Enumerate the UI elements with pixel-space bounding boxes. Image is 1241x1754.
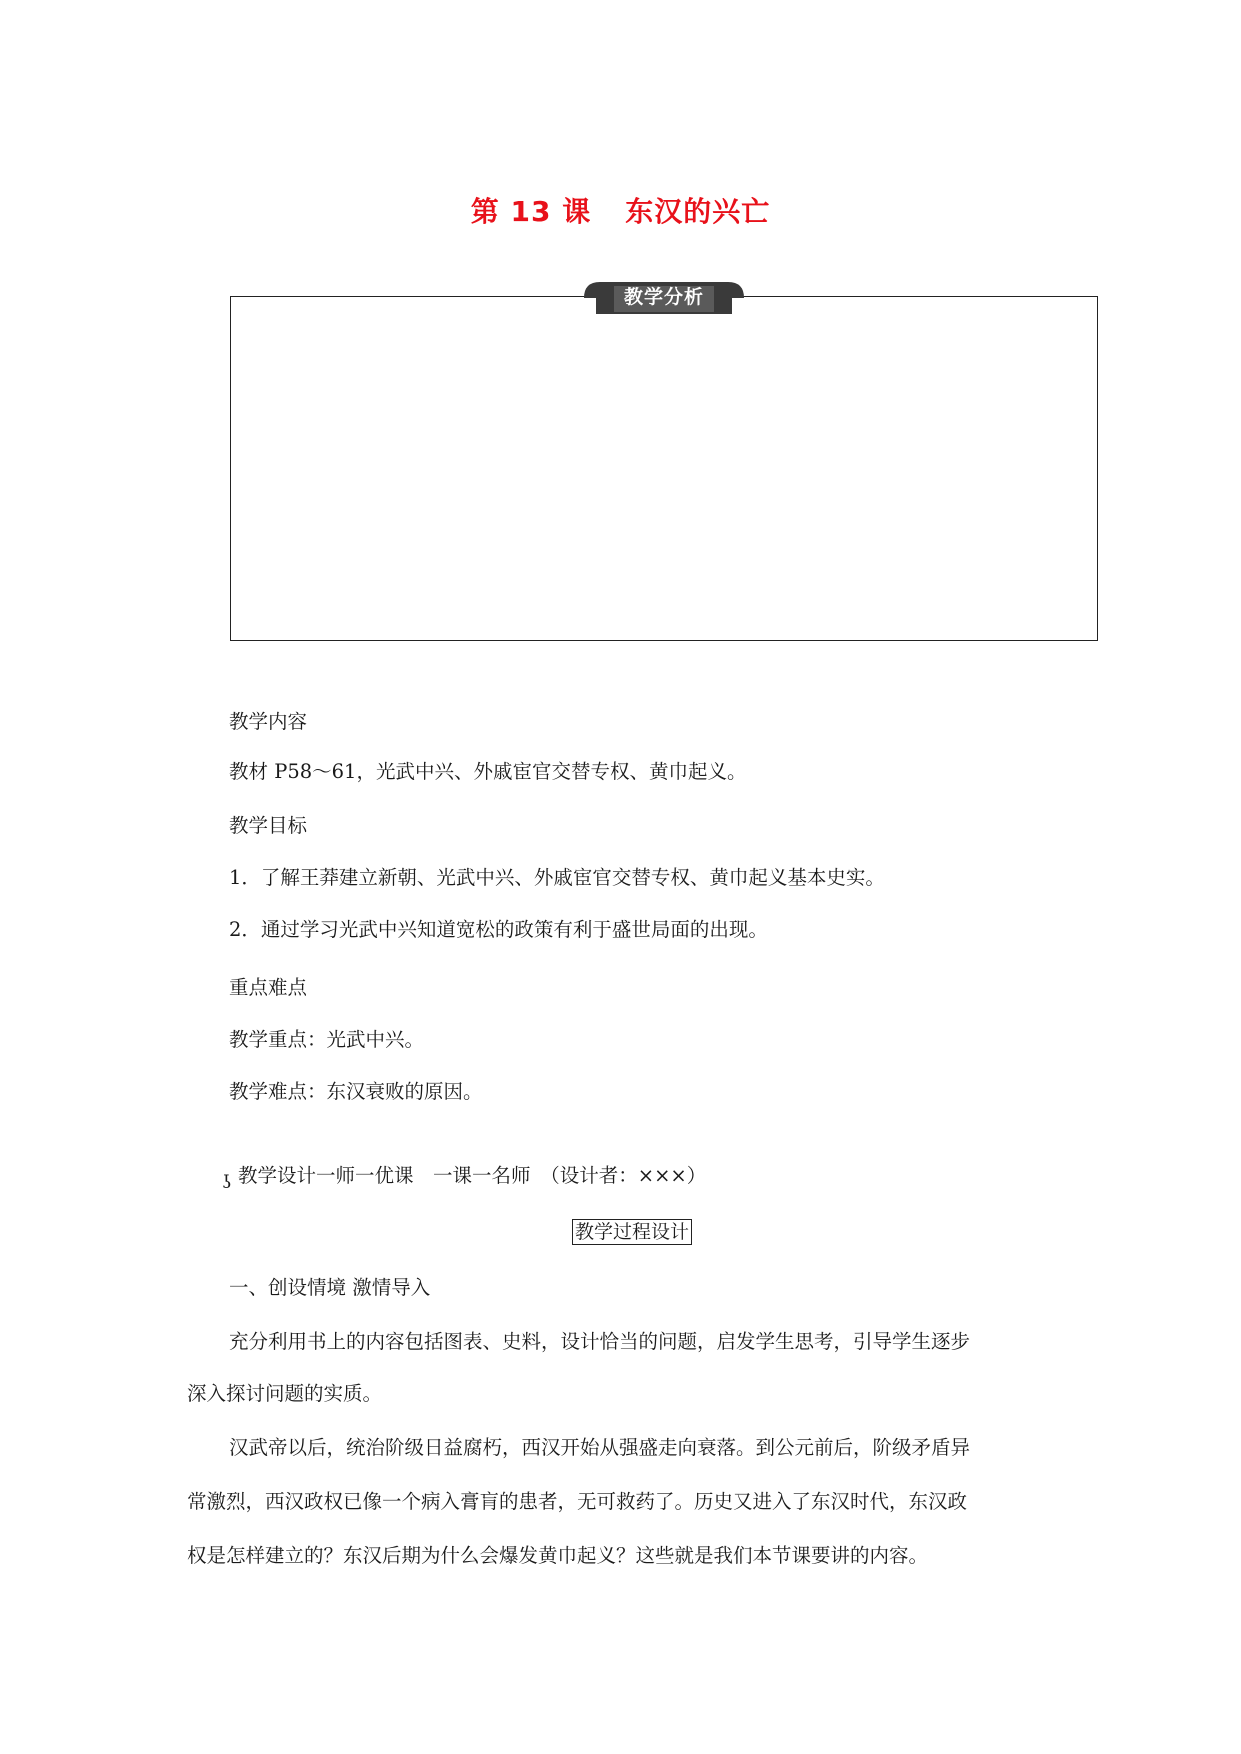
intro-para1-line1: 充分利用书上的内容包括图表、史料，设计恰当的问题，启发学生思考，引导学生逐步 (229, 1330, 971, 1353)
analysis-box (230, 296, 1098, 641)
design-mark: ʖ (222, 1172, 232, 1193)
intro-para2-line3: 权是怎样建立的？东汉后期为什么会爆发黄巾起义？这些就是我们本节课要讲的内容。 (187, 1544, 929, 1567)
key-point: 教学重点：光武中兴。 (229, 1028, 425, 1051)
page-title (0, 190, 1241, 230)
goals-heading: 教学目标 (229, 814, 308, 837)
goal-item: 1．了解王莽建立新朝、光武中兴、外戚宦官交替专权、黄巾起义基本史实。 (229, 866, 885, 889)
analysis-tab-label: 教学分析 (623, 286, 704, 308)
intro-para2-line2: 常激烈，西汉政权已像一个病入膏肓的患者，无可救药了。历史又进入了东汉时代，东汉政 (187, 1490, 968, 1513)
focus-heading: 重点难点 (229, 976, 308, 999)
design-line: 教学设计一师一优课 一课一名师 （设计者：×××） (238, 1164, 707, 1187)
difficulty: 教学难点：东汉衰败的原因。 (229, 1080, 483, 1103)
goal-item: 2．通过学习光武中兴知道宽松的政策有利于盛世局面的出现。 (229, 918, 768, 941)
intro-para1-line2: 深入探讨问题的实质。 (187, 1382, 383, 1405)
intro-para2-line1: 汉武帝以后，统治阶级日益腐朽，西汉开始从强盛走向衰落。到公元前后，阶级矛盾异 (229, 1436, 971, 1459)
process-heading: 教学过程设计 (572, 1219, 692, 1245)
intro-heading: 一、创设情境 激情导入 (229, 1276, 431, 1299)
analysis-tab (584, 280, 744, 314)
lesson-name: 东汉的兴亡 (625, 195, 771, 228)
lesson-number: 第 13 课 (470, 195, 592, 228)
content-text: 教材 P58～61，光武中兴、外戚宦官交替专权、黄巾起义。 (229, 760, 747, 783)
content-heading: 教学内容 (229, 710, 308, 733)
